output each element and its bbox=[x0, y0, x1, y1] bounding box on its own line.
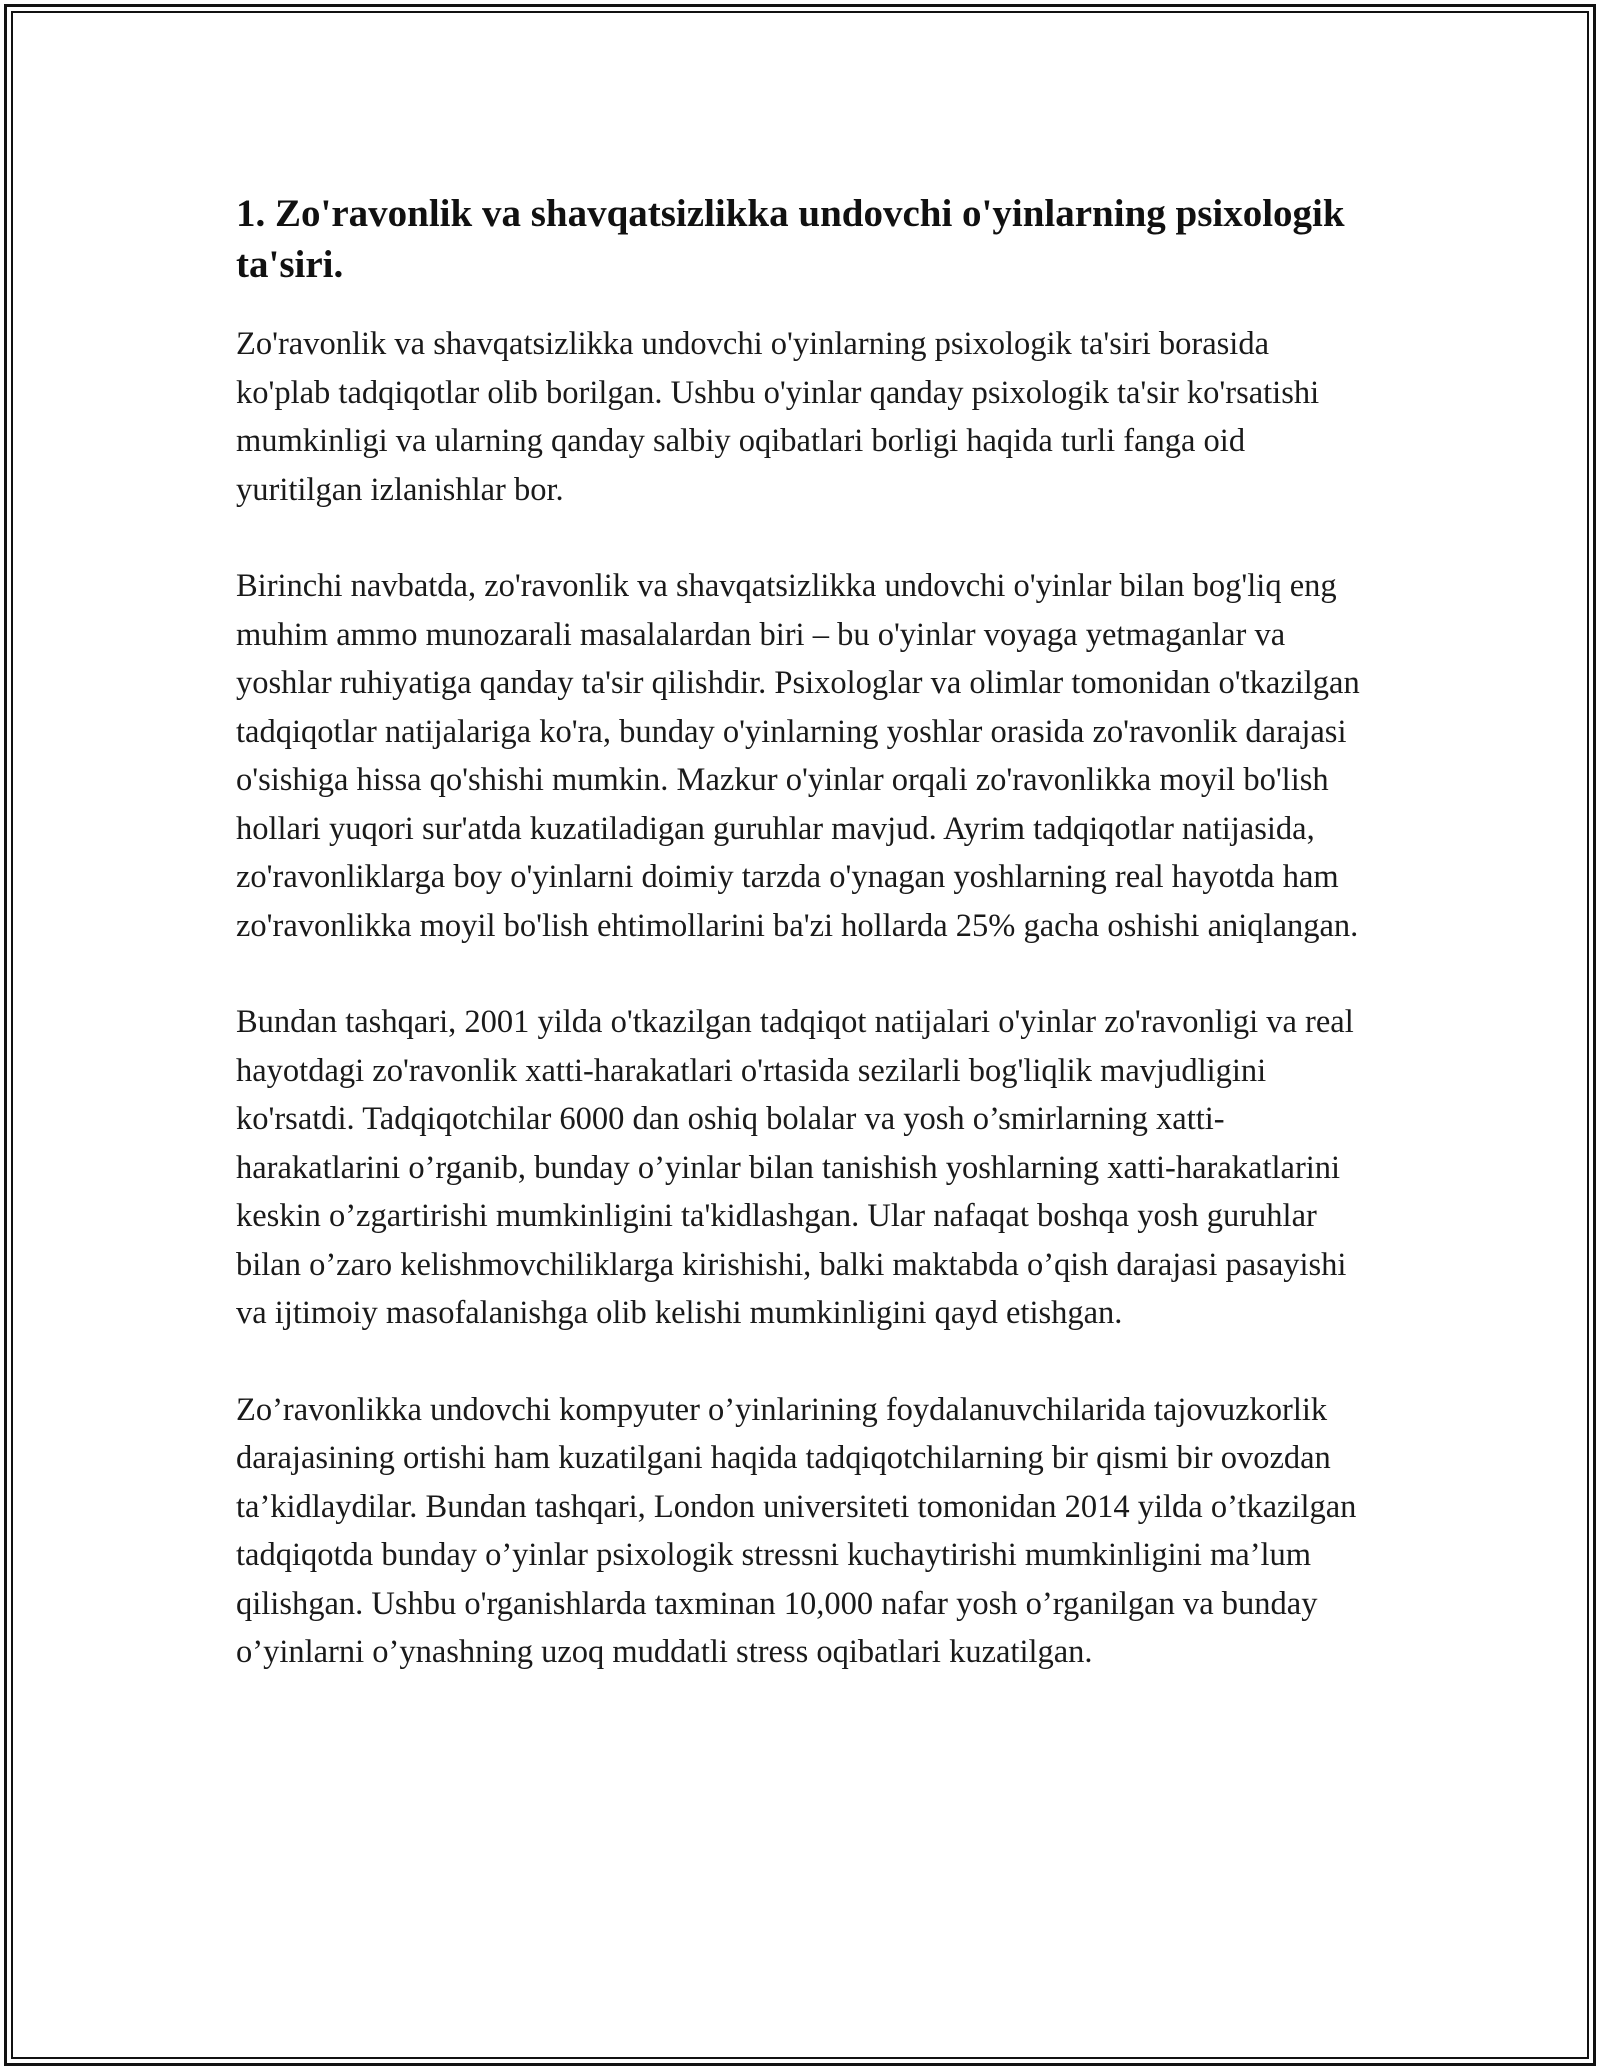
document-body bbox=[236, 188, 1366, 1725]
paragraph-3: Bundan tashqari, 2001 yilda o'tkazilgan tadqiqot natijalari o'yinlar zo'ravonligi va real hayotdagi zo'ravonlik xatti-harakatlari o'rtasida sezilarli bog'liqlik mavjudligini ko'rsatdi. Tadqiqotchilar 6000 dan oshiq bolalar va yosh o’smirlarning xatti-harakatlarini o’rganib, bunday o’yinlar bilan tanishish yoshlarning xatti-harakatlarini keskin o’zgartirishi mumkinligini ta'kidlashgan. Ular nafaqat boshqa yosh guruhlar bilan o’zaro kelishmovchiliklarga kirishishi, balki maktabda o’qish darajasi pasayishi va ijtimoiy masofalanishga olib kelishi mumkinligini qayd etishgan. bbox=[236, 1004, 1354, 1331]
paragraph-1: Zo'ravonlik va shavqatsizlikka undovchi o'yinlarning psixologik ta'siri borasida ko'plab tadqiqotlar olib borilgan. Ushbu o'yinlar qanday psixologik ta'sir ko'rsatishi mumkinligi va ularning qanday salbiy oqibatlari borligi haqida turli fanga oid yuritilgan izlanishlar bor. bbox=[236, 326, 1320, 508]
paragraph-4: Zo’ravonlikka undovchi kompyuter o’yinlarining foydalanuvchilarida tajovuzkorlik darajasining ortishi ham kuzatilgani haqida tadqiqotchilarning bir qismi bir ovozdan ta’kidlaydilar. Bundan tashqari, London universiteti tomonidan 2014 yilda o’tkazilgan tadqiqotda bunday o’yinlar psixologik stressni kuchaytirishi mumkinligini ma’lum qilishgan. Ushbu o'rganishlarda taxminan 10,000 nafar yosh o’rganilgan va bunday o’yinlarni o’ynashning uzoq muddatli stress oqibatlari kuzatilgan. bbox=[236, 1391, 1357, 1670]
paragraph-2: Birinchi navbatda, zo'ravonlik va shavqatsizlikka undovchi o'yinlar bilan bog'liq eng muhim ammo munozarali masalalardan biri – bu o'yinlar voyaga yetmaganlar va yoshlar ruhiyatiga qanday ta'sir qilishdir. Psixologlar va olimlar tomonidan o'tkazilgan tadqiqotlar natijalariga ko'ra, bunday o'yinlarning yoshlar orasida zo'ravonlik darajasi o'sishiga hissa qo'shishi mumkin. Mazkur o'yinlar orqali zo'ravonlikka moyil bo'lish hollari yuqori sur'atda kuzatiladigan guruhlar mavjud. Ayrim tadqiqotlar natijasida, zo'ravonliklarga boy o'yinlarni doimiy tarzda o'ynagan yoshlarning real hayotda ham zo'ravonlikka moyil bo'lish ehtimollarini ba'zi hollarda 25% gacha oshishi aniqlangan. bbox=[236, 568, 1360, 944]
section-heading: 1. Zo'ravonlik va shavqatsizlikka undovchi o'yinlarning psixologik ta'siri. bbox=[236, 192, 1345, 286]
